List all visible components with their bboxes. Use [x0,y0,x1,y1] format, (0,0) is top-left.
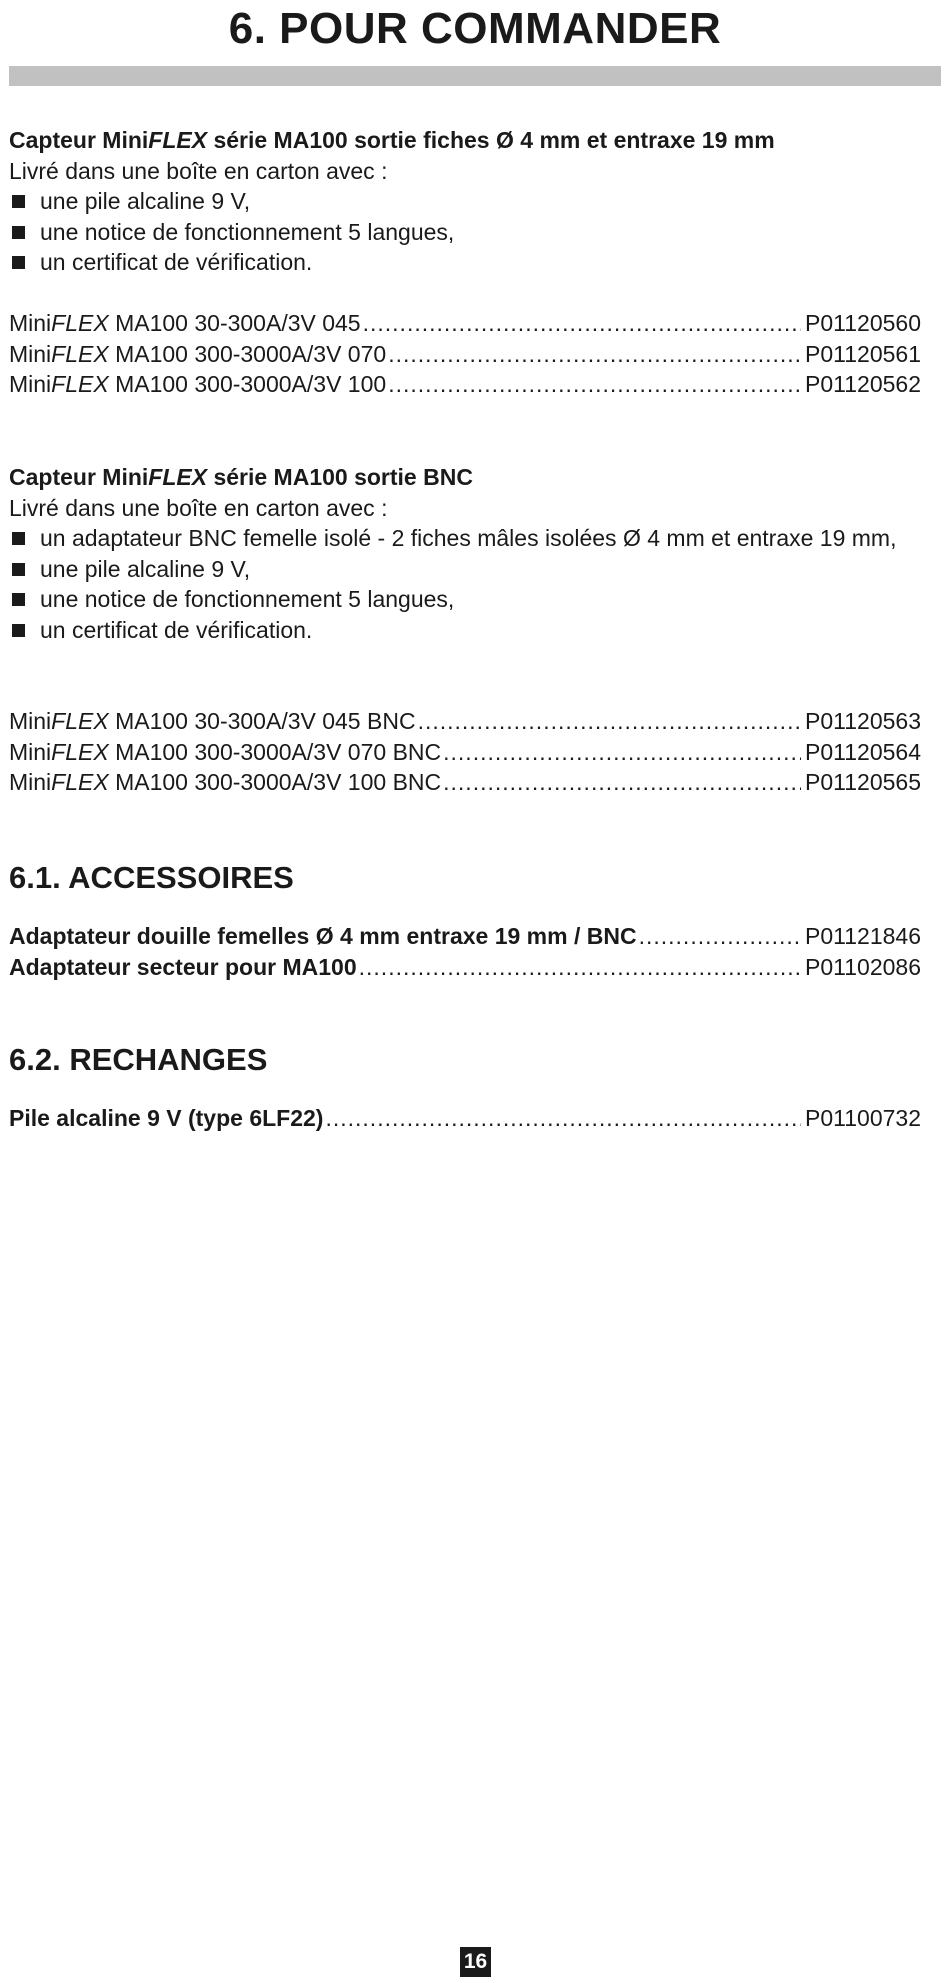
label-rest: MA100 300-3000A/3V 070 BNC [108,738,442,765]
bullet-text: un certificat de vérification. [40,249,313,275]
item-reference: P01120561 [805,340,921,367]
list-item [9,554,923,585]
page-title: 6. POUR COMMANDER [228,4,722,53]
label-rest: MA100 300-3000A/3V 100 [108,371,387,397]
bullet-text: une pile alcaline 9 V, [40,188,251,214]
label-prefix: Mini [9,371,52,397]
leader-dots [443,767,801,798]
bullet-square-icon [12,195,25,208]
heading-prefix: Capteur Mini [9,127,149,153]
label-prefix: Mini [9,708,52,734]
leader-dots [639,921,801,952]
leader-dots [359,952,801,983]
heading-italic: FLEX [148,127,208,153]
title-underline-bar [9,66,941,86]
item-label: Adaptateur douille femelles Ø 4 mm entraxe 19 mm / BNC [9,923,637,949]
leader-dots [388,369,801,400]
bullet-text: une notice de fonctionnement 5 langues, [40,218,455,245]
product-section-bnc [9,462,923,645]
heading-prefix: Capteur Mini [9,464,149,490]
list-item [9,247,923,278]
order-row [9,737,921,768]
label-rest: MA100 30-300A/3V 045 [108,310,361,336]
label-prefix: Mini [9,769,52,795]
item-label [9,706,416,737]
label-italic: FLEX [51,738,109,765]
list-item [9,615,923,646]
delivery-intro: Livré dans une boîte en carton avec : [9,157,388,184]
leader-dots [443,737,801,768]
bullet-square-icon [12,532,25,545]
bullet-square-icon [12,593,25,606]
list-item [9,584,923,615]
order-row [9,339,921,370]
label-rest: MA100 30-300A/3V 045 BNC [108,708,416,734]
heading-suffix: série MA100 sortie BNC [207,464,473,490]
item-reference: P01120565 [805,769,921,795]
bullet-text: un adaptateur BNC femelle isolé - 2 fiches mâles isolées Ø 4 mm et entraxe 19 mm, [40,525,897,551]
bullet-square-icon [12,256,25,269]
list-item [9,186,923,217]
order-row [9,706,921,737]
order-row [9,921,921,952]
bullet-text: une pile alcaline 9 V, [40,555,251,582]
order-row [9,1103,921,1134]
item-label [9,369,386,400]
item-label [9,737,441,768]
order-row [9,369,921,400]
label-italic: FLEX [51,310,109,336]
label-italic: FLEX [51,371,109,397]
item-reference: P01100732 [805,1105,921,1131]
leader-dots [363,308,801,339]
item-reference: P01102086 [805,953,921,980]
bullet-square-icon [12,563,25,576]
label-italic: FLEX [51,340,109,367]
order-list-fiches [9,308,923,400]
item-reference: P01120562 [805,371,921,397]
product-section-fiches [9,125,923,278]
leader-dots [418,706,801,737]
label-prefix: Mini [9,340,52,367]
label-rest: MA100 300-3000A/3V 070 [108,340,387,367]
delivery-intro: Livré dans une boîte en carton avec : [9,494,388,521]
leader-dots [388,339,801,370]
item-label [9,339,386,370]
item-label [9,767,441,798]
accessories-title: 6.1. ACCESSOIRES [9,860,294,895]
page-number: 16 [460,1947,491,1977]
accessories-list [9,921,923,982]
item-reference: P01120560 [805,310,921,336]
order-list-bnc [9,706,923,798]
label-prefix: Mini [9,738,52,765]
bullet-text: un certificat de vérification. [40,616,313,643]
label-italic: FLEX [51,769,109,795]
item-reference: P01120564 [805,738,921,765]
order-row [9,952,921,983]
spares-list [9,1103,923,1134]
label-rest: MA100 300-3000A/3V 100 BNC [108,769,442,795]
heading-italic: FLEX [148,464,208,490]
item-label: Pile alcaline 9 V (type 6LF22) [9,1105,324,1131]
heading-suffix: série MA100 sortie fiches Ø 4 mm et entraxe 19 mm [207,127,775,153]
item-reference: P01121846 [805,923,921,949]
item-label: Adaptateur secteur pour MA100 [9,953,357,980]
item-label [9,308,361,339]
product-heading [9,125,923,156]
list-item [9,217,923,248]
order-row [9,308,921,339]
product-heading [9,462,923,493]
item-reference: P01120563 [805,708,921,734]
bullet-square-icon [12,226,25,239]
leader-dots [325,1103,801,1134]
label-italic: FLEX [51,708,109,734]
bullet-square-icon [12,624,25,637]
order-row [9,767,921,798]
spares-title: 6.2. RECHANGES [9,1042,268,1077]
list-item [9,523,950,554]
label-prefix: Mini [9,310,52,336]
bullet-text: une notice de fonctionnement 5 langues, [40,586,455,612]
